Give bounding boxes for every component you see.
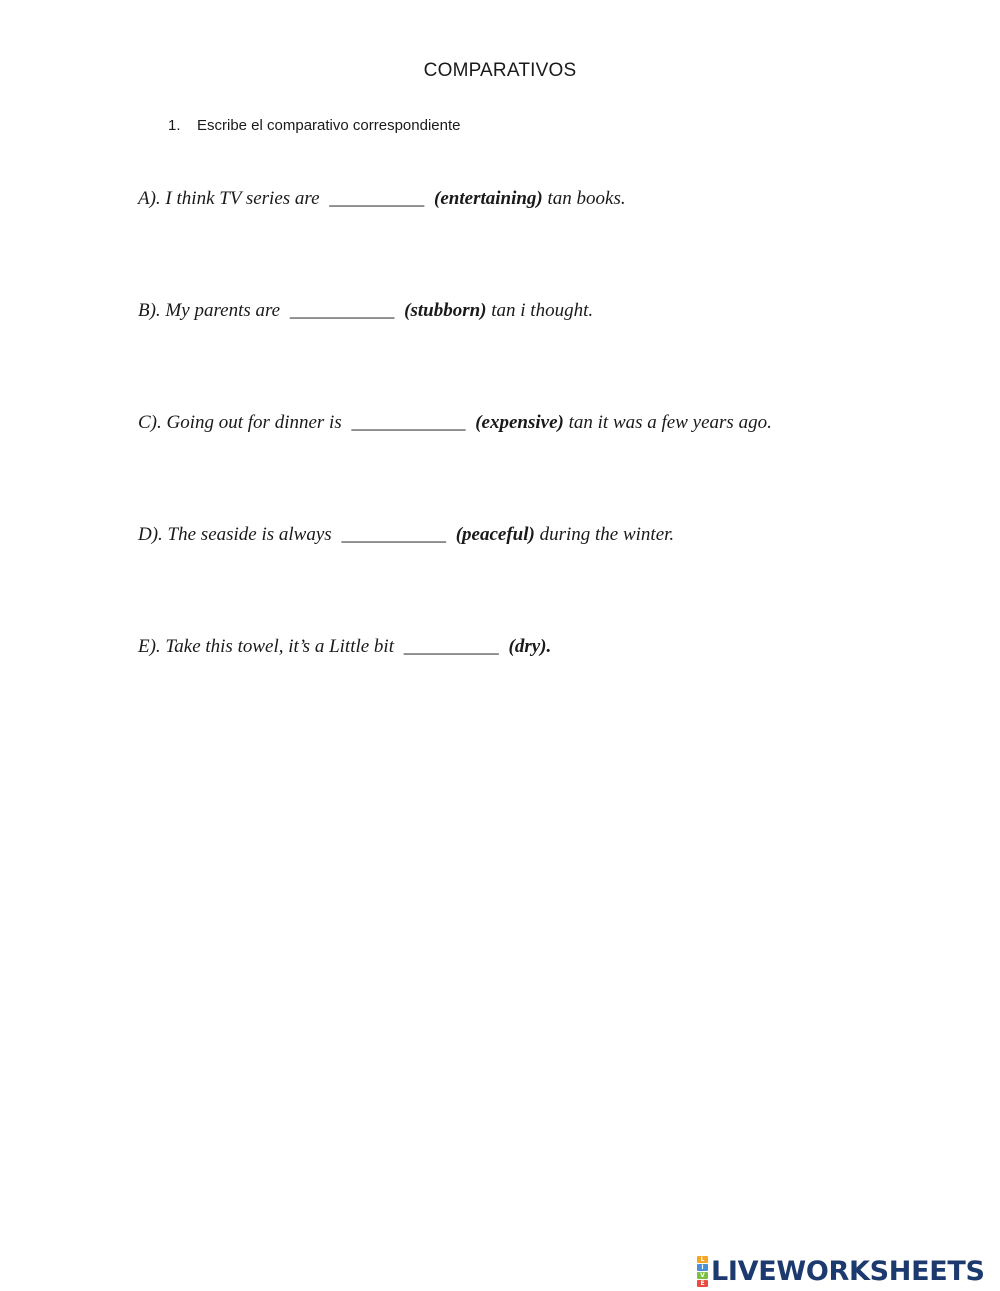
item-prefix: A). I think TV series are [138, 188, 320, 209]
item-suffix: tan it was a few years ago. [568, 412, 772, 433]
logo-block: L [697, 1256, 708, 1263]
item-suffix: tan i thought. [491, 300, 594, 321]
item-hint: (entertaining) [434, 188, 543, 209]
exercise-item-b [138, 300, 593, 322]
item-hint: (peaceful) [455, 524, 535, 545]
exercise-item-e [138, 636, 551, 658]
logo-block: E [697, 1280, 708, 1287]
item-hint: (dry). [508, 636, 552, 657]
item-hint: (stubborn) [404, 300, 487, 321]
item-suffix: tan books. [547, 188, 626, 209]
page-title: COMPARATIVOS [423, 60, 577, 81]
liveworksheets-logo [697, 1255, 985, 1287]
instruction [168, 117, 460, 134]
answer-blank[interactable]: __________ [403, 636, 499, 657]
exercise-item-d [138, 524, 674, 546]
logo-block: I [697, 1264, 708, 1271]
item-prefix: B). My parents are [138, 300, 281, 321]
answer-blank[interactable]: ___________ [289, 300, 395, 321]
answer-blank[interactable]: __________ [329, 188, 425, 209]
item-prefix: D). The seaside is always [138, 524, 332, 545]
instruction-text: Escribe el comparativo correspondiente [197, 117, 461, 134]
logo-blocks-icon [697, 1256, 708, 1287]
item-prefix: C). Going out for dinner is [138, 412, 342, 433]
logo-block: V [697, 1272, 708, 1279]
exercise-item-a [138, 188, 626, 210]
exercise-item-c [138, 412, 772, 434]
item-suffix: during the winter. [539, 524, 675, 545]
answer-blank[interactable]: ____________ [351, 412, 466, 433]
logo-text: LIVEWORKSHEETS [711, 1255, 985, 1287]
item-prefix: E). Take this towel, it’s a Little bit [138, 636, 394, 657]
item-hint: (expensive) [475, 412, 564, 433]
answer-blank[interactable]: ___________ [341, 524, 446, 545]
instruction-number: 1. [168, 117, 181, 134]
